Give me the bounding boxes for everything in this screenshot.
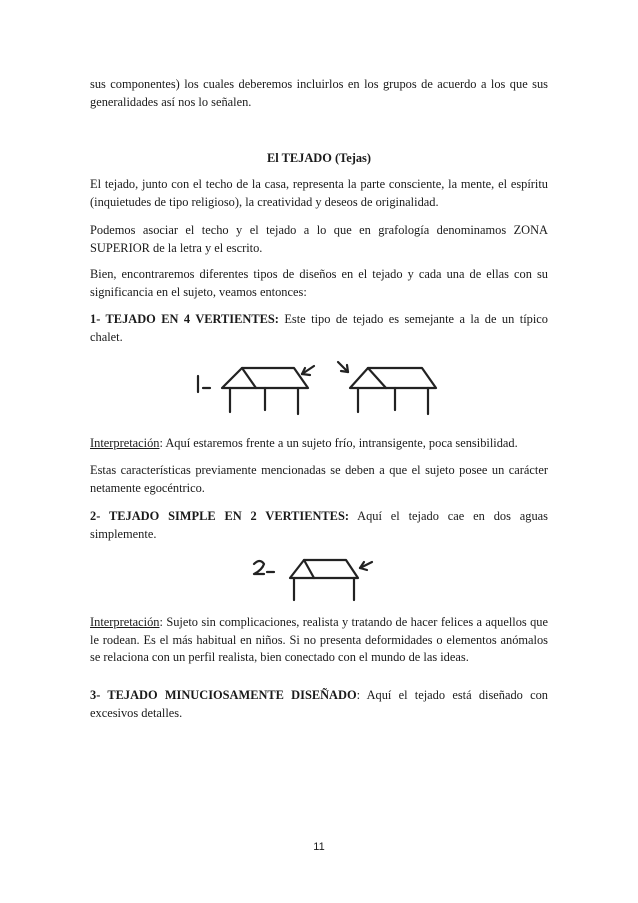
item-3-text: : Aquí el tejado está diseñado con excesivos detalles. [90,688,548,720]
item-2-title: 2- TEJADO SIMPLE EN 2 VERTIENTES: [90,509,349,523]
item-1-title: 1- TEJADO EN 4 VERTIENTES: [90,312,279,326]
section-title [90,150,548,168]
page-number: 11 [313,841,325,853]
item-2-text: Aquí el tejado cae en dos aguas simplemente. [90,509,548,541]
paragraph-2: Podemos asociar el techo y el tejado a lo que en grafología denominamos ZONA SUPERIOR de la letra y el escrito. [90,223,548,255]
intro-paragraph: sus componentes) los cuales deberemos incluirlos en los grupos de acuerdo a los que sus generalidades así nos lo señalen. [90,77,548,109]
item-1-interp-label: Interpretación [90,436,160,450]
item-2-interpretation [90,614,548,667]
paragraph-3: Bien, encontraremos diferentes tipos de diseños en el tejado y cada una de ellas con su significancia en el sujeto, veamos entonces: [90,267,548,299]
item-1-interp-text: : Aquí estaremos frente a un sujeto frío, intransigente, poca sensibilidad. [159,436,518,450]
sketch-gable-roof [250,552,380,604]
item-2-interp-text: : Sujeto sin complicaciones, realista y tratando de hacer felices a aquellos que le rodean. Es el más habitual en niños. Si no presenta deformidades o elementos anómalos se relaciona con un perfil realista, bien conectado con el mundo de las ideas. [90,615,548,664]
item-2-heading [90,508,548,543]
item-3-title: 3- TEJADO MINUCIOSAMENTE DISEÑADO [90,688,357,702]
section-title-text: El TEJADO (Tejas) [267,151,371,165]
item-2-interp-label: Interpretación [90,615,160,629]
item-1-interpretation [90,435,548,453]
sketch-hip-roof [190,358,450,418]
paragraph-1: El tejado, junto con el techo de la casa, representa la parte consciente, la mente, el espíritu (inquietudes de tipo religioso), la creatividad y deseos de originalidad. [90,177,548,209]
item-1-text: Este tipo de tejado es semejante a la de un típico chalet. [90,312,548,344]
item-3-heading [90,687,548,722]
item-1-extra: Estas características previamente mencionadas se deben a que el sujeto posee un carácter netamente egocéntrico. [90,463,548,495]
item-1-heading [90,311,548,346]
